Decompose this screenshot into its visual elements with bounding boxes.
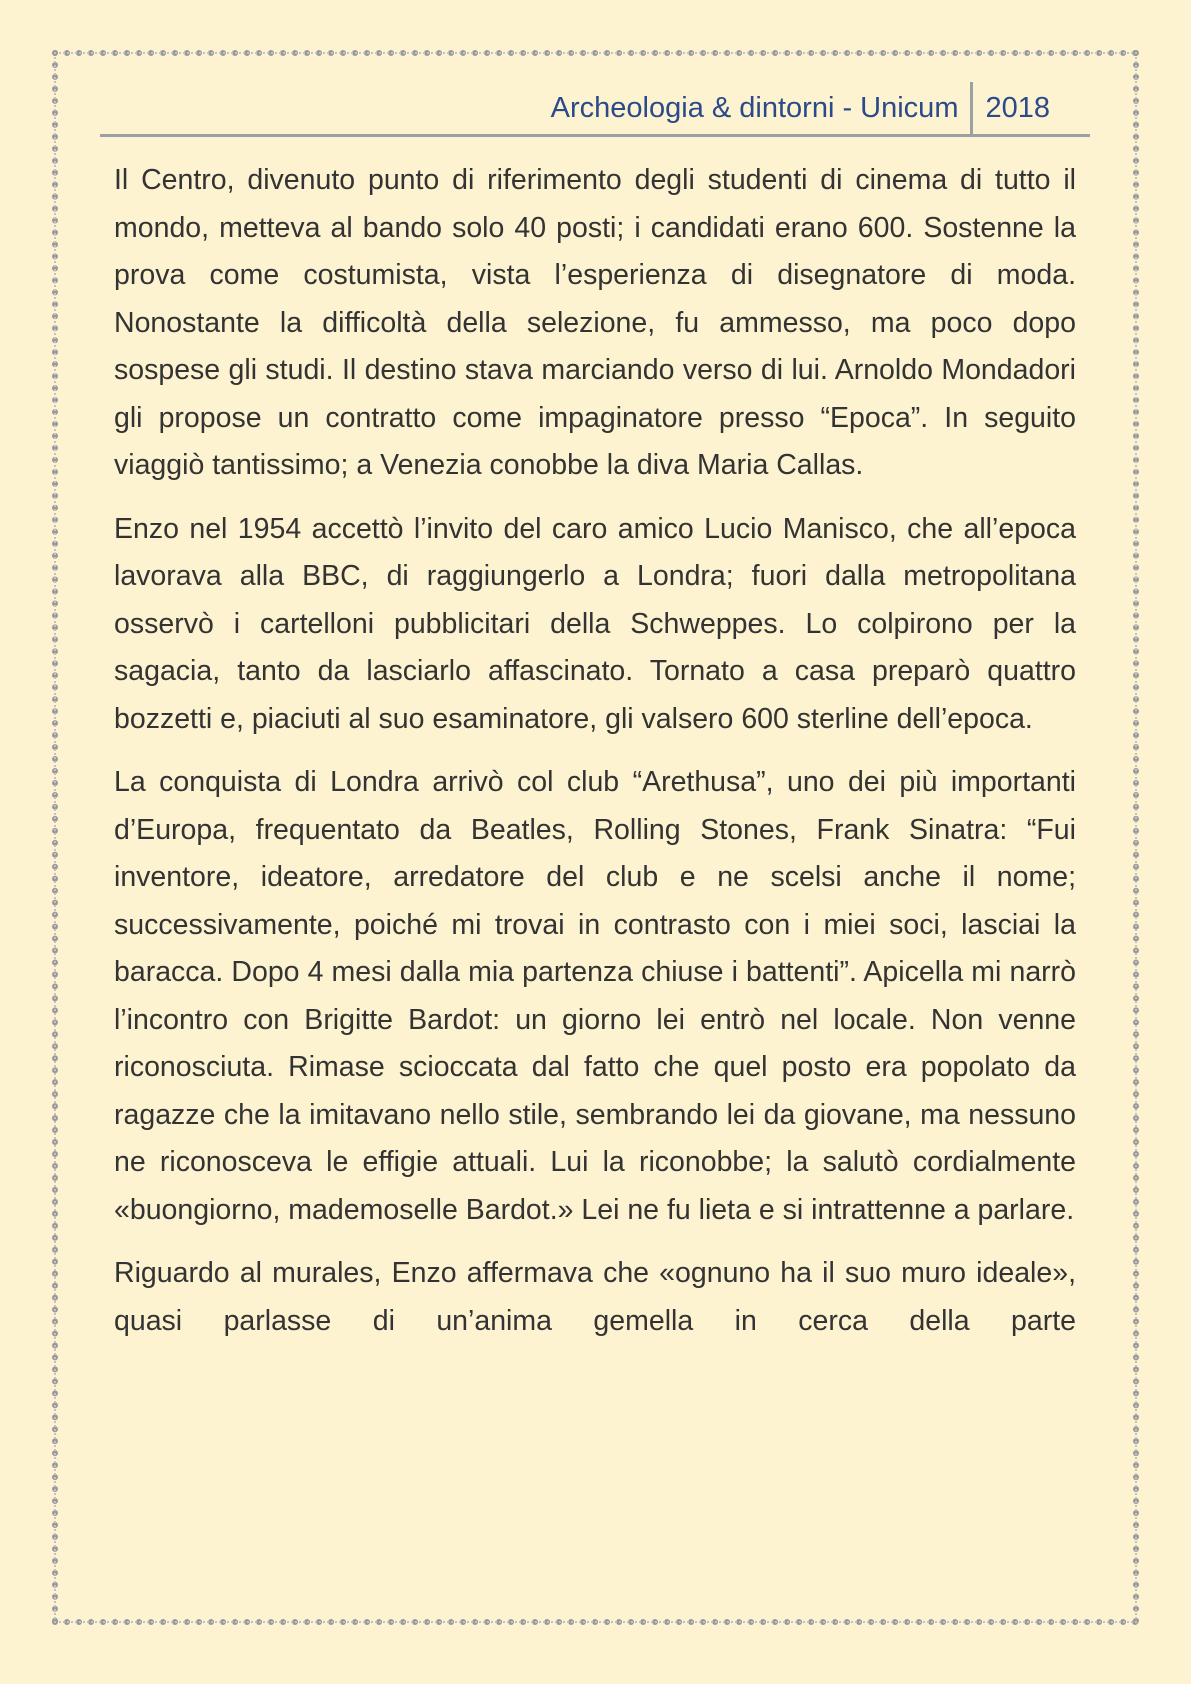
paragraph-2: Enzo nel 1954 accettò l’invito del caro amico Lucio Manisco, che all’epoca lavorava alla BBC, di raggiungerlo a Londra; fuori dalla metropolitana osservò i cartelloni pubblicitari della Schweppes. Lo colpirono per la sagacia, tanto da lasciarlo affascinato. Tornato a casa preparò quattro bozzetti e, piaciuti al suo esaminatore, gli valsero 600 sterline dell’epoca.: [114, 512, 1076, 735]
article-body: [114, 157, 1076, 1361]
paragraph-1: Il Centro, divenuto punto di riferimento degli studenti di cinema di tutto il mondo, metteva al bando solo 40 posti; i candidati erano 600. Sostenne la prova come costumista, vista l’esperienza di disegnatore di moda. Nonostante la difficoltà della selezione, fu ammesso, ma poco dopo sospese gli studi. Il destino stava marciando verso di lui. Arnoldo Mondadori gli propose un contratto come impaginatore presso “Epoca”. In seguito viaggiò tantissimo; a Venezia conobbe la diva Maria Callas.: [114, 164, 1076, 481]
header-content: [551, 82, 1050, 134]
paragraph-3: La conquista di Londra arrivò col club “Arethusa”, uno dei più importanti d’Europa, frequentato da Beatles, Rolling Stones, Frank Sinatra: “Fui inventore, ideatore, arredatore del club e ne scelsi anche il nome; successivamente, poiché mi trovai in contrasto con i miei soci, lasciai la baracca. Dopo 4 mesi dalla mia partenza chiuse i battenti”. Apicella mi narrò l’incontro con Brigitte Bardot: un giorno lei entrò nel locale. Non venne riconosciuta. Rimase scioccata dal fatto che quel posto era popolato da ragazze che la imitavano nello stile, sembrando lei da giovane, ma nessuno ne riconosceva le effigie attuali. Lui la riconobbe; la salutò cordialmente «buongiorno, mademoselle Bardot.» Lei ne fu lieta e si intrattenne a parlare.: [114, 766, 1076, 1226]
header-title: Archeologia & dintorni - Unicum: [551, 82, 974, 134]
page-header: [100, 72, 1090, 137]
header-year: 2018: [985, 92, 1050, 124]
paragraph-4: Riguardo al murales, Enzo affermava che «ognuno ha il suo muro ideale», quasi parlasse di un’anima gemella in cerca della parte: [114, 1257, 1076, 1337]
